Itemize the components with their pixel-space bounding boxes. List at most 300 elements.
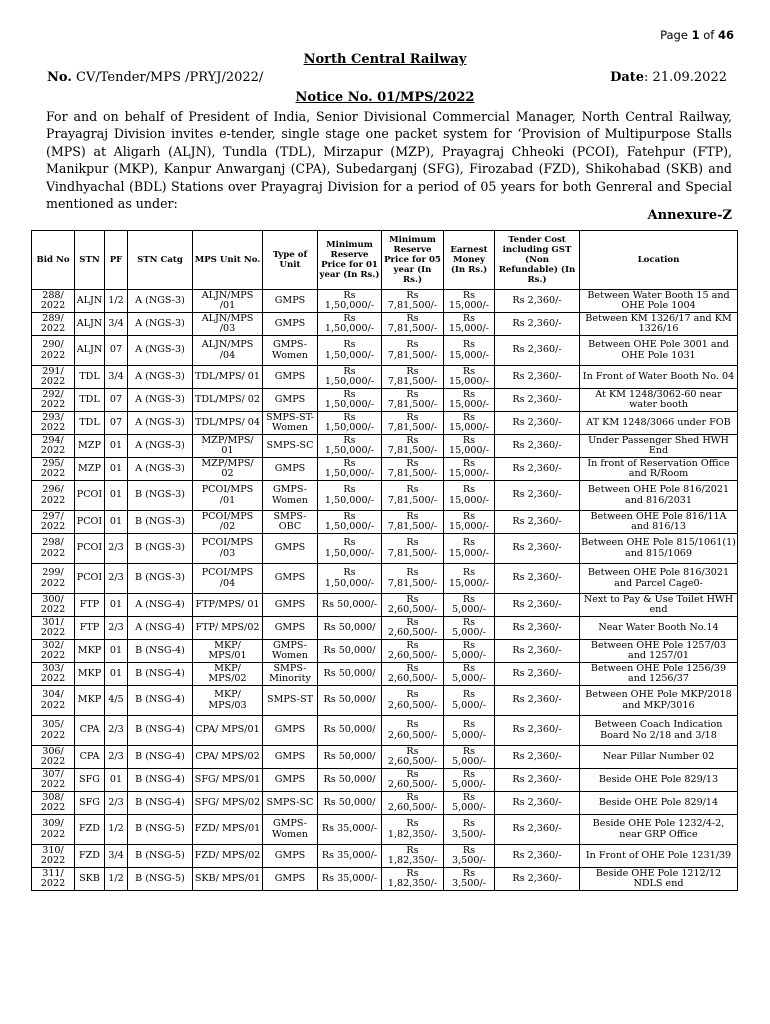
table-cell: Rs 1,82,350/-: [382, 845, 444, 868]
table-row: [32, 716, 738, 746]
table-cell: Rs 5,000/-: [444, 792, 495, 815]
table-cell: GMPS- Women: [263, 640, 318, 663]
table-cell: 07: [105, 336, 128, 366]
table-cell: 07: [105, 389, 128, 412]
table-cell: B (NSG-4): [128, 792, 193, 815]
table-cell: 01: [105, 435, 128, 458]
table-cell: CPA/ MPS/02: [193, 746, 263, 769]
table-row: [32, 663, 738, 686]
table-cell: ALJN/MPS /03: [193, 313, 263, 336]
table-cell: Rs 2,360/-: [495, 313, 580, 336]
table-cell: MZP: [75, 458, 105, 481]
table-cell: 1/2: [105, 815, 128, 845]
table-cell: 3/4: [105, 313, 128, 336]
table-cell: Rs 7,81,500/-: [382, 389, 444, 412]
table-cell: SKB/ MPS/01: [193, 868, 263, 891]
table-cell: 300/ 2022: [32, 594, 75, 617]
page-number: [660, 28, 734, 42]
table-cell: CPA: [75, 716, 105, 746]
table-cell: Rs 2,60,500/-: [382, 686, 444, 716]
table-cell: MKP/ MPS/02: [193, 663, 263, 686]
table-cell: Rs 3,500/-: [444, 868, 495, 891]
table-cell: 01: [105, 769, 128, 792]
table-cell: Rs 2,60,500/-: [382, 594, 444, 617]
table-cell: PCOI: [75, 564, 105, 594]
table-cell: Rs 3,500/-: [444, 845, 495, 868]
table-cell: Between KM 1326/17 and KM 1326/16: [580, 313, 738, 336]
table-cell: Rs 50,000/: [318, 769, 382, 792]
table-cell: Between OHE Pole 3001 and OHE Pole 1031: [580, 336, 738, 366]
table-cell: MKP: [75, 663, 105, 686]
column-header: MPS Unit No.: [193, 231, 263, 290]
table-cell: 2/3: [105, 792, 128, 815]
table-cell: 3/4: [105, 366, 128, 389]
table-cell: 290/ 2022: [32, 336, 75, 366]
table-cell: 308/ 2022: [32, 792, 75, 815]
page-total: 46: [717, 28, 734, 42]
table-cell: Under Passenger Shed HWH End: [580, 435, 738, 458]
table-cell: TDL/MPS/ 02: [193, 389, 263, 412]
table-cell: 2/3: [105, 716, 128, 746]
table-cell: PCOI/MPS /02: [193, 511, 263, 534]
table-cell: 293/ 2022: [32, 412, 75, 435]
table-cell: TDL: [75, 366, 105, 389]
table-cell: MKP: [75, 640, 105, 663]
table-cell: Rs 2,360/-: [495, 746, 580, 769]
table-cell: 288/ 2022: [32, 290, 75, 313]
table-cell: Rs 15,000/-: [444, 511, 495, 534]
table-cell: Rs 7,81,500/-: [382, 336, 444, 366]
table-cell: Rs 7,81,500/-: [382, 481, 444, 511]
table-cell: At KM 1248/3062-60 near water booth: [580, 389, 738, 412]
table-cell: A (NGS-3): [128, 458, 193, 481]
table-cell: 01: [105, 511, 128, 534]
table-cell: Rs 2,360/-: [495, 435, 580, 458]
table-cell: Rs 2,360/-: [495, 290, 580, 313]
notice-title: Notice No. 01/MPS/2022: [295, 90, 475, 105]
table-cell: GMPS: [263, 868, 318, 891]
table-cell: Rs 1,50,000/-: [318, 290, 382, 313]
table-cell: CPA: [75, 746, 105, 769]
table-cell: Rs 2,360/-: [495, 511, 580, 534]
table-cell: FTP/ MPS/02: [193, 617, 263, 640]
table-cell: CPA/ MPS/01: [193, 716, 263, 746]
table-cell: Rs 15,000/-: [444, 481, 495, 511]
column-header: Tender Cost including GST (Non Refundable) (In Rs.): [495, 231, 580, 290]
table-cell: PCOI/MPS /01: [193, 481, 263, 511]
column-header: Minimum Reserve Price for 05 year (In Rs.): [382, 231, 444, 290]
column-header: Type of Unit: [263, 231, 318, 290]
table-row: [32, 792, 738, 815]
table-cell: Rs 2,60,500/-: [382, 640, 444, 663]
table-cell: 01: [105, 481, 128, 511]
table-row: [32, 845, 738, 868]
table-cell: In front of Reservation Office and R/Room: [580, 458, 738, 481]
table-cell: MKP: [75, 686, 105, 716]
table-cell: 289/ 2022: [32, 313, 75, 336]
table-row: [32, 815, 738, 845]
table-cell: Rs 35,000/-: [318, 868, 382, 891]
table-cell: FZD/ MPS/01: [193, 815, 263, 845]
table-cell: B (NSG-5): [128, 845, 193, 868]
reference-line: [47, 70, 727, 85]
table-row: [32, 640, 738, 663]
table-cell: Between OHE Pole 815/1061(1) and 815/1069: [580, 534, 738, 564]
table-cell: MZP: [75, 435, 105, 458]
table-cell: Rs 5,000/-: [444, 686, 495, 716]
table-cell: Rs 15,000/-: [444, 435, 495, 458]
table-cell: Rs 1,50,000/-: [318, 564, 382, 594]
table-cell: B (NSG-5): [128, 815, 193, 845]
table-cell: In Front of OHE Pole 1231/39: [580, 845, 738, 868]
table-cell: Rs 5,000/-: [444, 769, 495, 792]
table-cell: Between OHE Pole 816/3021 and Parcel Cage0-: [580, 564, 738, 594]
table-cell: Rs 7,81,500/-: [382, 366, 444, 389]
table-cell: Rs 2,360/-: [495, 716, 580, 746]
table-cell: A (NGS-3): [128, 290, 193, 313]
table-cell: Near Pillar Number 02: [580, 746, 738, 769]
table-cell: Rs 15,000/-: [444, 290, 495, 313]
table-cell: Rs 15,000/-: [444, 389, 495, 412]
table-cell: 307/ 2022: [32, 769, 75, 792]
table-cell: Rs 1,50,000/-: [318, 435, 382, 458]
table-cell: Next to Pay & Use Toilet HWH end: [580, 594, 738, 617]
table-cell: PCOI/MPS /03: [193, 534, 263, 564]
table-cell: A (NGS-3): [128, 412, 193, 435]
table-cell: Rs 1,50,000/-: [318, 389, 382, 412]
table-cell: B (NSG-4): [128, 769, 193, 792]
column-header: Bid No: [32, 231, 75, 290]
table-cell: Rs 2,60,500/-: [382, 663, 444, 686]
table-cell: PCOI: [75, 511, 105, 534]
table-cell: B (NGS-3): [128, 511, 193, 534]
table-cell: Rs 2,360/-: [495, 389, 580, 412]
table-cell: 01: [105, 663, 128, 686]
table-cell: SFG/ MPS/01: [193, 769, 263, 792]
table-cell: GMPS: [263, 389, 318, 412]
table-cell: Beside OHE Pole 1212/12 NDLS end: [580, 868, 738, 891]
table-row: [32, 481, 738, 511]
table-cell: Rs 2,60,500/-: [382, 792, 444, 815]
table-cell: MKP/ MPS/01: [193, 640, 263, 663]
column-header: Earnest Money (In Rs.): [444, 231, 495, 290]
table-cell: FTP/MPS/ 01: [193, 594, 263, 617]
table-cell: Rs 15,000/-: [444, 564, 495, 594]
table-cell: Rs 1,82,350/-: [382, 868, 444, 891]
table-row: [32, 313, 738, 336]
table-cell: Rs 7,81,500/-: [382, 313, 444, 336]
table-cell: Rs 2,60,500/-: [382, 746, 444, 769]
table-cell: Rs 15,000/-: [444, 458, 495, 481]
table-cell: Rs 5,000/-: [444, 746, 495, 769]
table-cell: 299/ 2022: [32, 564, 75, 594]
table-cell: Rs 1,50,000/-: [318, 534, 382, 564]
table-cell: TDL: [75, 389, 105, 412]
table-cell: 2/3: [105, 746, 128, 769]
table-cell: 309/ 2022: [32, 815, 75, 845]
column-header: PF: [105, 231, 128, 290]
table-cell: 01: [105, 640, 128, 663]
table-cell: 1/2: [105, 290, 128, 313]
column-header: Minimum Reserve Price for 01 year (In Rs.): [318, 231, 382, 290]
tender-table: [31, 230, 738, 891]
column-header: STN: [75, 231, 105, 290]
table-cell: Rs 50,000/: [318, 716, 382, 746]
table-cell: ALJN/MPS /01: [193, 290, 263, 313]
table-cell: Rs 2,360/-: [495, 481, 580, 511]
table-cell: Rs 50,000/-: [318, 594, 382, 617]
column-header: STN Catg: [128, 231, 193, 290]
table-cell: Rs 15,000/-: [444, 336, 495, 366]
table-cell: Rs 7,81,500/-: [382, 534, 444, 564]
page-current: 1: [691, 28, 700, 42]
table-cell: SFG: [75, 792, 105, 815]
table-cell: Rs 1,50,000/-: [318, 511, 382, 534]
table-cell: B (NGS-3): [128, 534, 193, 564]
table-cell: Rs 5,000/-: [444, 640, 495, 663]
table-cell: MZP/MPS/ 02: [193, 458, 263, 481]
table-cell: GMPS: [263, 366, 318, 389]
table-cell: Near Water Booth No.14: [580, 617, 738, 640]
table-cell: 292/ 2022: [32, 389, 75, 412]
table-cell: 294/ 2022: [32, 435, 75, 458]
table-row: [32, 769, 738, 792]
table-cell: Rs 35,000/-: [318, 845, 382, 868]
table-row: [32, 458, 738, 481]
table-cell: Rs 2,60,500/-: [382, 769, 444, 792]
table-cell: Rs 50,000/: [318, 792, 382, 815]
table-cell: SMPS-OBC: [263, 511, 318, 534]
table-cell: B (NGS-3): [128, 564, 193, 594]
table-cell: SFG/ MPS/02: [193, 792, 263, 815]
table-cell: 2/3: [105, 534, 128, 564]
table-cell: GMPS: [263, 617, 318, 640]
table-header-row: [32, 231, 738, 290]
table-row: [32, 336, 738, 366]
table-row: [32, 389, 738, 412]
organization-title: North Central Railway: [303, 52, 467, 67]
table-cell: SMPS-ST: [263, 686, 318, 716]
date-value: : 21.09.2022: [644, 70, 727, 85]
table-cell: Rs 1,50,000/-: [318, 336, 382, 366]
table-cell: Between OHE Pole 816/11A and 816/13: [580, 511, 738, 534]
table-cell: A (NGS-3): [128, 313, 193, 336]
table-cell: 3/4: [105, 845, 128, 868]
table-cell: Rs 2,360/-: [495, 868, 580, 891]
table-row: [32, 564, 738, 594]
table-cell: Rs 1,50,000/-: [318, 313, 382, 336]
table-cell: 2/3: [105, 564, 128, 594]
table-cell: 302/ 2022: [32, 640, 75, 663]
table-cell: Rs 15,000/-: [444, 412, 495, 435]
table-cell: Rs 1,50,000/-: [318, 366, 382, 389]
table-cell: 01: [105, 458, 128, 481]
table-cell: FTP: [75, 594, 105, 617]
table-cell: Rs 2,360/-: [495, 663, 580, 686]
table-cell: GMPS: [263, 845, 318, 868]
table-cell: PCOI/MPS /04: [193, 564, 263, 594]
table-row: [32, 511, 738, 534]
table-cell: PCOI: [75, 534, 105, 564]
table-cell: 297/ 2022: [32, 511, 75, 534]
table-cell: SMPS-SC: [263, 435, 318, 458]
table-cell: GMPS- Women: [263, 481, 318, 511]
table-cell: B (NSG-4): [128, 746, 193, 769]
table-cell: FZD: [75, 815, 105, 845]
table-cell: Rs 50,000/: [318, 617, 382, 640]
table-cell: Rs 1,82,350/-: [382, 815, 444, 845]
table-cell: Rs 2,360/-: [495, 458, 580, 481]
table-cell: In Front of Water Booth No. 04: [580, 366, 738, 389]
table-cell: 1/2: [105, 868, 128, 891]
table-cell: GMPS: [263, 716, 318, 746]
table-cell: TDL: [75, 412, 105, 435]
table-cell: GMPS: [263, 290, 318, 313]
table-cell: Rs 5,000/-: [444, 617, 495, 640]
table-cell: Rs 50,000/: [318, 663, 382, 686]
table-cell: ALJN: [75, 290, 105, 313]
table-cell: PCOI: [75, 481, 105, 511]
table-cell: SMPS-SC: [263, 792, 318, 815]
table-cell: 303/ 2022: [32, 663, 75, 686]
table-cell: GMPS: [263, 564, 318, 594]
table-cell: Rs 7,81,500/-: [382, 511, 444, 534]
table-cell: Rs 15,000/-: [444, 534, 495, 564]
table-cell: Beside OHE Pole 1232/4-2, near GRP Office: [580, 815, 738, 845]
table-cell: Rs 2,360/-: [495, 815, 580, 845]
table-cell: Rs 2,360/-: [495, 336, 580, 366]
table-cell: MKP/ MPS/03: [193, 686, 263, 716]
table-cell: Rs 2,60,500/-: [382, 617, 444, 640]
table-cell: A (NSG-4): [128, 594, 193, 617]
table-cell: Between OHE Pole MKP/2018 and MKP/3016: [580, 686, 738, 716]
table-row: [32, 534, 738, 564]
table-cell: Rs 50,000/: [318, 686, 382, 716]
table-cell: 306/ 2022: [32, 746, 75, 769]
table-row: [32, 435, 738, 458]
table-cell: A (NGS-3): [128, 389, 193, 412]
table-cell: Rs 5,000/-: [444, 594, 495, 617]
column-header: Location: [580, 231, 738, 290]
table-row: [32, 617, 738, 640]
table-cell: 291/ 2022: [32, 366, 75, 389]
table-cell: Between Coach Indication Board No 2/18 and 3/18: [580, 716, 738, 746]
table-cell: 4/5: [105, 686, 128, 716]
table-cell: Rs 7,81,500/-: [382, 458, 444, 481]
table-cell: B (NSG-5): [128, 868, 193, 891]
table-cell: B (NSG-4): [128, 640, 193, 663]
table-cell: Rs 2,360/-: [495, 534, 580, 564]
table-cell: ALJN: [75, 336, 105, 366]
date-block: [610, 70, 727, 85]
table-cell: Rs 2,360/-: [495, 617, 580, 640]
table-cell: Rs 2,360/-: [495, 594, 580, 617]
table-cell: Rs 50,000/: [318, 640, 382, 663]
table-cell: 2/3: [105, 617, 128, 640]
table-cell: GMPS- Women: [263, 815, 318, 845]
table-cell: 07: [105, 412, 128, 435]
table-cell: Rs 1,50,000/-: [318, 481, 382, 511]
table-cell: Between Water Booth 15 and OHE Pole 1004: [580, 290, 738, 313]
table-cell: Rs 7,81,500/-: [382, 412, 444, 435]
table-cell: B (NSG-4): [128, 663, 193, 686]
table-cell: Rs 1,50,000/-: [318, 412, 382, 435]
table-cell: Rs 2,360/-: [495, 564, 580, 594]
table-row: [32, 290, 738, 313]
annexure-label: Annexure-Z: [647, 208, 732, 223]
ref-no-label: No.: [47, 70, 72, 85]
table-cell: SFG: [75, 769, 105, 792]
table-cell: Beside OHE Pole 829/14: [580, 792, 738, 815]
table-cell: FZD/ MPS/02: [193, 845, 263, 868]
table-cell: Rs 15,000/-: [444, 366, 495, 389]
table-cell: B (NSG-4): [128, 716, 193, 746]
table-cell: 310/ 2022: [32, 845, 75, 868]
table-cell: Rs 5,000/-: [444, 716, 495, 746]
table-row: [32, 412, 738, 435]
table-cell: Beside OHE Pole 829/13: [580, 769, 738, 792]
table-cell: Rs 2,360/-: [495, 686, 580, 716]
table-cell: GMPS: [263, 458, 318, 481]
table-cell: 01: [105, 594, 128, 617]
table-cell: Rs 2,360/-: [495, 366, 580, 389]
table-cell: ALJN/MPS /04: [193, 336, 263, 366]
table-cell: MZP/MPS/ 01: [193, 435, 263, 458]
table-row: [32, 366, 738, 389]
table-cell: Rs 2,360/-: [495, 792, 580, 815]
date-label: Date: [610, 70, 645, 85]
table-cell: GMPS: [263, 746, 318, 769]
table-cell: Rs 2,360/-: [495, 640, 580, 663]
table-cell: 295/ 2022: [32, 458, 75, 481]
table-cell: GMPS: [263, 313, 318, 336]
table-cell: A (NGS-3): [128, 336, 193, 366]
table-cell: A (NGS-3): [128, 435, 193, 458]
table-cell: Between OHE Pole 1256/39 and 1256/37: [580, 663, 738, 686]
table-cell: Rs 2,360/-: [495, 845, 580, 868]
table-cell: 311/ 2022: [32, 868, 75, 891]
table-cell: 304/ 2022: [32, 686, 75, 716]
page-of: of: [703, 28, 715, 42]
table-cell: SMPS- Minority: [263, 663, 318, 686]
table-cell: Rs 2,360/-: [495, 412, 580, 435]
table-cell: A (NSG-4): [128, 617, 193, 640]
table-cell: SMPS-ST- Women: [263, 412, 318, 435]
table-cell: Rs 7,81,500/-: [382, 564, 444, 594]
table-cell: Rs 7,81,500/-: [382, 435, 444, 458]
table-cell: Rs 5,000/-: [444, 663, 495, 686]
page-label: Page: [660, 28, 688, 42]
table-cell: 298/ 2022: [32, 534, 75, 564]
table-cell: Rs 15,000/-: [444, 313, 495, 336]
table-cell: FTP: [75, 617, 105, 640]
ref-no-value: CV/Tender/MPS /PRYJ/2022/: [76, 70, 264, 85]
table-cell: TDL/MPS/ 01: [193, 366, 263, 389]
table-cell: SKB: [75, 868, 105, 891]
table-body: [32, 290, 738, 891]
table-cell: FZD: [75, 845, 105, 868]
table-cell: 301/ 2022: [32, 617, 75, 640]
table-cell: TDL/MPS/ 04: [193, 412, 263, 435]
table-cell: GMPS- Women: [263, 336, 318, 366]
table-cell: B (NGS-3): [128, 481, 193, 511]
table-row: [32, 746, 738, 769]
table-cell: GMPS: [263, 594, 318, 617]
table-cell: A (NGS-3): [128, 366, 193, 389]
table-row: [32, 686, 738, 716]
table-cell: Rs 50,000/: [318, 746, 382, 769]
table-cell: Between OHE Pole 1257/03 and 1257/01: [580, 640, 738, 663]
